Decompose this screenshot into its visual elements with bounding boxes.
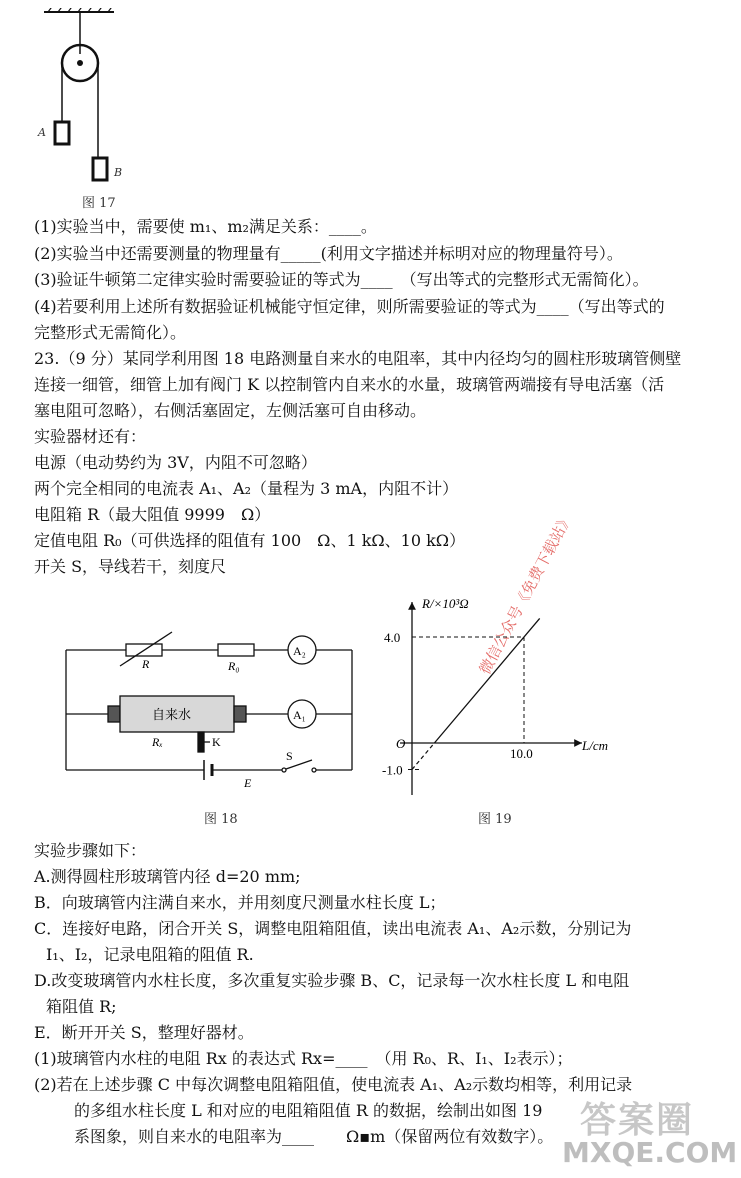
figure-17-caption: 图 17 bbox=[82, 196, 116, 211]
y-tick-label: -1.0 bbox=[382, 762, 403, 778]
step-b: B．向玻璃管内注满自来水，并用刻度尺测量水柱长度 L； bbox=[34, 893, 446, 912]
ammeter-a1-label: A₁ bbox=[293, 708, 306, 722]
step-d: D.改变玻璃管内水柱长度，多次重复实验步骤 B、C，记录每一次水柱长度 L 和电阻 bbox=[34, 971, 630, 990]
ammeter-a2-label: A₂ bbox=[293, 644, 306, 658]
q22-1: (1)实验当中，需要使 m₁、m₂满足关系：____。 bbox=[34, 217, 377, 236]
equipment-item: 开关 S，导线若干，刻度尺 bbox=[34, 557, 227, 576]
equipment-item: 电阻箱 R（最大阻值 9999 Ω） bbox=[34, 505, 271, 524]
equipment-item: 定值电阻 R₀（可供选择的阻值有 100 Ω、1 kΩ、10 kΩ） bbox=[34, 531, 466, 550]
resistor-r0-label: R₀ bbox=[228, 659, 240, 673]
q23-question-2-cont: 的多组水柱长度 L 和对应的电阻箱阻值 R 的数据，绘制出如图 19 bbox=[74, 1101, 543, 1120]
q23-intro-3: 塞电阻可忽略），右侧活塞固定，左侧活塞可自由移动。 bbox=[34, 401, 427, 420]
switch-label: S bbox=[286, 749, 293, 763]
valve-label: K bbox=[212, 735, 221, 749]
step-a: A.测得圆柱形玻璃管内径 d=20 mm; bbox=[34, 867, 301, 886]
q22-4-cont: 完整形式无需简化）。 bbox=[34, 323, 187, 342]
figure-18-caption: 图 18 bbox=[204, 812, 238, 827]
q23-intro-2: 连接一细管，细管上加有阀门 K 以控制管内自来水的水量，玻璃管两端接有导电活塞（活 bbox=[34, 375, 665, 394]
q22-2: (2)实验当中还需要测量的物理量有_____(利用文字描述并标明对应的物理量符号）。 bbox=[34, 244, 623, 263]
q23-intro-1: 23.（9 分）某同学利用图 18 电路测量自来水的电阻率，其中内径均匀的圆柱形玻璃管侧壁 bbox=[34, 349, 682, 368]
equipment-title: 实验器材还有： bbox=[34, 427, 147, 446]
x-tick-label: 10.0 bbox=[510, 746, 533, 761]
x-axis-label: L/cm bbox=[582, 738, 608, 753]
figure-18-circuit bbox=[60, 620, 360, 790]
label-a: A bbox=[38, 126, 46, 139]
figure-19-caption: 图 19 bbox=[478, 812, 512, 827]
data-line-extrapolated bbox=[412, 743, 434, 770]
y-tick-label: 4.0 bbox=[384, 630, 401, 645]
block-b bbox=[93, 158, 107, 180]
step-d-cont: 箱阻值 R; bbox=[46, 997, 117, 1016]
equipment-item: 电源（电动势约为 3V，内阻不可忽略） bbox=[34, 453, 317, 472]
q23-question-1: (1)玻璃管内水柱的电阻 Rx 的表达式 Rx=____ （用 R₀、R、I₁、I₂表示）； bbox=[34, 1049, 573, 1068]
q23-question-2-end: 系图象，则自来水的电阻率为____ Ω▪m（保留两位有效数字）。 bbox=[74, 1127, 554, 1146]
source-label: E bbox=[244, 776, 252, 790]
steps-title: 实验步骤如下： bbox=[34, 841, 147, 860]
q22-4: (4)若要利用上述所有数据验证机械能守恒定律，则所需要验证的等式为____（写出等式的 bbox=[34, 297, 665, 316]
watermark-site: MXQE.COM bbox=[562, 1136, 738, 1169]
tube-label: 自来水 bbox=[152, 707, 192, 722]
rx-label: Rₓ bbox=[152, 735, 163, 749]
q22-3: (3)验证牛顿第二定律实验时需要验证的等式为____ （写出等式的完整形式无需简化）。 bbox=[34, 270, 649, 289]
equipment-item: 两个完全相同的电流表 A₁、A₂（量程为 3 mA，内阻不计） bbox=[34, 479, 459, 498]
watermark-logo bbox=[560, 1090, 736, 1172]
watermark-logo-text: 答案圈 bbox=[580, 1100, 695, 1141]
step-c-cont: I₁、I₂，记录电阻箱的阻值 R. bbox=[46, 945, 254, 964]
block-a bbox=[55, 122, 69, 144]
q23-question-2: (2)若在上述步骤 C 中每次调整电阻箱阻值，使电流表 A₁、A₂示数均相等，利用记录 bbox=[34, 1075, 633, 1094]
watermark-wechat: 微信公众号《免费下载站》 bbox=[476, 510, 577, 678]
y-axis-label: R/×10³Ω bbox=[422, 596, 469, 611]
step-c: C．连接好电路，闭合开关 S，调整电阻箱阻值，读出电流表 A₁、A₂示数，分别记为 bbox=[34, 919, 632, 938]
origin-label: O bbox=[396, 736, 406, 751]
label-b: B bbox=[114, 166, 123, 179]
resistor-r-label: R bbox=[142, 657, 150, 671]
step-e: E．断开开关 S，整理好器材。 bbox=[34, 1023, 254, 1042]
